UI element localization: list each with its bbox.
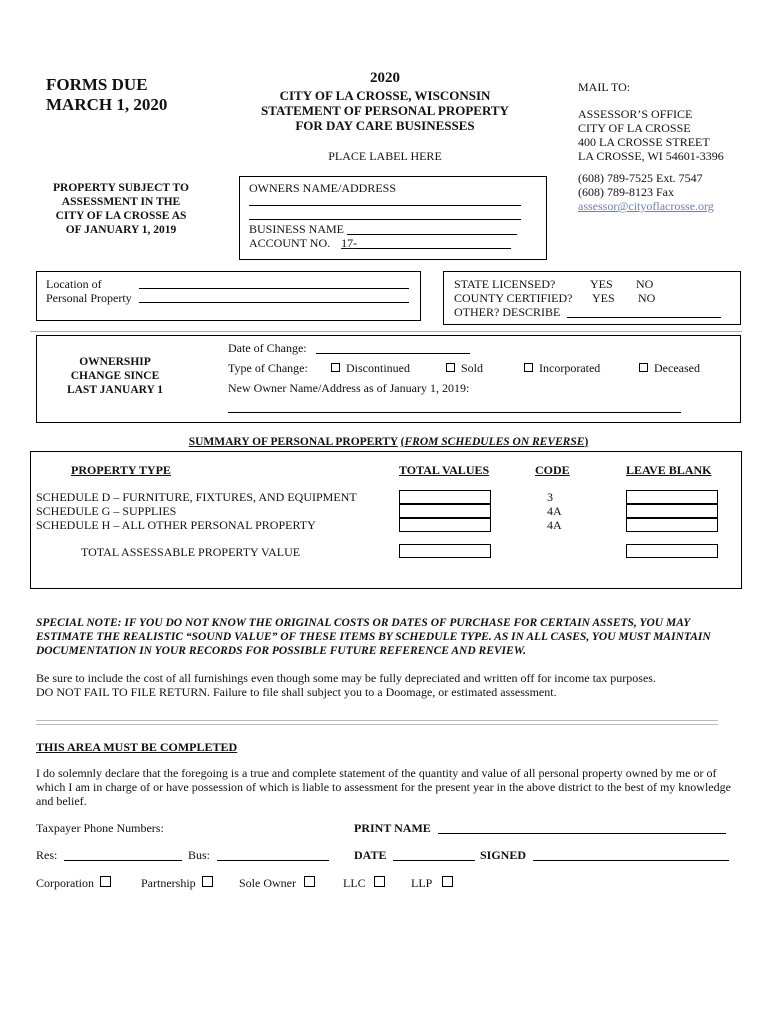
- fail-note: DO NOT FAIL TO FILE RETURN. Failure to file shall subject you to a Doomage, or estimated assessment.: [36, 685, 557, 699]
- ownership-title3: LAST JANUARY 1: [66, 384, 164, 396]
- place-label-text: PLACE LABEL HERE: [328, 149, 442, 163]
- deceased-checkbox[interactable]: [639, 363, 648, 372]
- statement-title: STATEMENT OF PERSONAL PROPERTY: [261, 103, 509, 118]
- mail-line3: 400 LA CROSSE STREET: [578, 135, 710, 149]
- entity-llp[interactable]: [411, 876, 459, 890]
- ownership-change-title: [40, 355, 190, 397]
- total-leave-blank: [626, 544, 718, 558]
- form-title: [235, 88, 535, 133]
- business-name-row: [249, 222, 517, 236]
- schedule-h-leave-blank: [626, 518, 718, 532]
- mail-fax: (608) 789-8123 Fax: [578, 185, 674, 199]
- city-title: CITY OF LA CROSSE, WISCONSIN: [279, 88, 491, 103]
- schedule-d-label: SCHEDULE D – FURNITURE, FIXTURES, AND EQUIPMENT: [36, 490, 357, 504]
- account-field[interactable]: [357, 237, 511, 249]
- summary-title: SUMMARY OF PERSONAL PROPERTY (FROM SCHEDULES ON REVERSE): [188, 436, 589, 448]
- type-of-change-row: [228, 361, 308, 375]
- header-property-type: PROPERTY TYPE: [71, 463, 171, 477]
- business-name-label: BUSINESS NAME: [249, 222, 345, 236]
- location-label2: Personal Property: [46, 291, 132, 305]
- business-type-title: FOR DAY CARE BUSINESSES: [295, 118, 475, 133]
- subject-line1: PROPERTY SUBJECT TO: [53, 182, 189, 194]
- subject-line4: OF JANUARY 1, 2019: [65, 224, 177, 236]
- signed-row: [480, 848, 729, 862]
- sold-label: Sold: [461, 361, 484, 375]
- option-discontinued[interactable]: [331, 361, 410, 375]
- schedule-g-total-field[interactable]: [399, 504, 491, 518]
- ownership-title2: CHANGE SINCE: [70, 370, 160, 382]
- phones-label: Taxpayer Phone Numbers:: [36, 821, 164, 835]
- email-link[interactable]: assessor@cityoflacrosse.org: [578, 199, 714, 213]
- header-total-values: TOTAL VALUES: [399, 463, 490, 477]
- llp-label: LLP: [411, 876, 433, 890]
- total-assessable-field[interactable]: [399, 544, 491, 558]
- schedule-d-total-field[interactable]: [399, 490, 491, 504]
- location-field2[interactable]: [139, 302, 409, 303]
- county-certified-label: COUNTY CERTIFIED?: [454, 291, 573, 305]
- subject-line3: CITY OF LA CROSSE AS: [55, 210, 187, 222]
- discontinued-checkbox[interactable]: [331, 363, 340, 372]
- schedule-h-label: SCHEDULE H – ALL OTHER PERSONAL PROPERTY: [36, 518, 316, 532]
- county-no[interactable]: NO: [638, 291, 656, 305]
- entity-llc[interactable]: [343, 876, 391, 890]
- summary-title-text: SUMMARY OF PERSONAL PROPERTY: [188, 436, 398, 448]
- section-divider: [30, 331, 742, 332]
- date-of-change-label: Date of Change:: [228, 341, 307, 355]
- location-label1: Location of: [46, 277, 102, 291]
- owners-name-label: OWNERS NAME/ADDRESS: [249, 181, 397, 195]
- schedule-d-code: 3: [547, 490, 553, 504]
- state-yes[interactable]: YES: [590, 277, 613, 291]
- account-label: ACCOUNT NO.: [249, 236, 331, 250]
- include-note: Be sure to include the cost of all furnishings even though some may be fully depreciated and written off for income tax purposes.: [36, 671, 656, 685]
- account-prefix: 17-: [341, 236, 358, 250]
- owners-address-line1[interactable]: [249, 205, 521, 206]
- mail-phone: (608) 789-7525 Ext. 7547: [578, 171, 703, 185]
- forms-due-title: [46, 75, 167, 115]
- county-certified-row: [454, 291, 656, 305]
- date-of-change-row: [228, 341, 470, 355]
- date-label: DATE: [354, 848, 387, 862]
- header-leave-blank: LEAVE BLANK: [626, 463, 712, 477]
- ownership-title1: OWNERSHIP: [79, 356, 151, 368]
- sole-owner-label: Sole Owner: [239, 876, 296, 890]
- date-field[interactable]: [393, 849, 475, 861]
- bus-phone-row: [188, 848, 329, 862]
- discontinued-label: Discontinued: [346, 361, 410, 375]
- mail-line2: CITY OF LA CROSSE: [578, 121, 691, 135]
- option-sold[interactable]: [446, 361, 483, 375]
- llc-checkbox[interactable]: [374, 876, 385, 887]
- other-describe-row: [454, 305, 721, 319]
- deceased-label: Deceased: [654, 361, 700, 375]
- special-note-text: SPECIAL NOTE: IF YOU DO NOT KNOW THE ORIGINAL COSTS OR DATES OF PURCHASE FOR CERTAIN ASSETS, YOU MAY ESTIMATE THE REALISTIC “SOUND VALUE” OF THESE ITEMS BY SCHEDULE TYPE. AS IN ALL CASES, YOU MUST MAINTAIN DOCUMENTATION IN YOUR RECORDS FOR POSSIBLE FUTURE REFERENCE AND REVIEW: [36, 617, 711, 657]
- schedule-d-leave-blank: [626, 490, 718, 504]
- res-label: Res:: [36, 848, 58, 862]
- print-name-row: [354, 821, 726, 835]
- new-owner-label: New Owner Name/Address as of January 1, 2019:: [228, 381, 470, 395]
- year-title: 2020: [370, 70, 400, 86]
- bus-phone-field[interactable]: [217, 849, 329, 861]
- res-phone-row: [36, 848, 182, 862]
- entity-partnership[interactable]: [141, 876, 219, 890]
- sold-checkbox[interactable]: [446, 363, 455, 372]
- mail-to-label: MAIL TO:: [578, 80, 631, 94]
- state-licensed-row: [454, 277, 654, 291]
- declaration-text: I do solemnly declare that the foregoing is a true and complete statement of the quantity and value of all personal property owned by me or of which I am in charge of or have possession of which is liable to assessment for the present year in the above district to the best of my knowledge and belief.: [36, 766, 731, 808]
- option-deceased[interactable]: [639, 361, 700, 375]
- account-row: [249, 236, 511, 250]
- llp-checkbox[interactable]: [442, 876, 453, 887]
- schedule-g-leave-blank: [626, 504, 718, 518]
- type-of-change-label: Type of Change:: [228, 361, 308, 375]
- print-name-label: PRINT NAME: [354, 821, 431, 835]
- due-date: MARCH 1, 2020: [46, 95, 168, 114]
- entity-corporation[interactable]: [36, 876, 117, 890]
- total-assessable-label: TOTAL ASSESSABLE PROPERTY VALUE: [81, 545, 301, 559]
- business-name-field[interactable]: [347, 223, 517, 235]
- entity-sole-owner[interactable]: [239, 876, 321, 890]
- new-owner-field[interactable]: [228, 412, 681, 413]
- signed-label: SIGNED: [480, 848, 527, 862]
- incorporated-checkbox[interactable]: [524, 363, 533, 372]
- special-note: SPECIAL NOTE: IF YOU DO NOT KNOW THE ORIGINAL COSTS OR DATES OF PURCHASE FOR CERTAIN ASSETS, YOU MAY ESTIMATE THE REALISTIC “SOUND VALUE” OF THESE ITEMS BY SCHEDULE TYPE. AS IN ALL CASES, YOU MUST MAINTAIN DOCUMENTATION IN YOUR RECORDS FOR POSSIBLE FUTURE REFERENCE AND REVIEW.: [36, 617, 711, 657]
- corporation-checkbox[interactable]: [100, 876, 111, 887]
- print-name-field[interactable]: [438, 822, 726, 834]
- state-no[interactable]: NO: [636, 277, 654, 291]
- county-yes[interactable]: YES: [592, 291, 615, 305]
- schedule-g-code: 4A: [547, 504, 562, 518]
- owners-address-line2[interactable]: [249, 219, 521, 220]
- date-of-change-field[interactable]: [316, 342, 470, 354]
- state-licensed-label: STATE LICENSED?: [454, 277, 556, 291]
- res-phone-field[interactable]: [64, 849, 182, 861]
- signed-field[interactable]: [533, 849, 729, 861]
- forms-due-label: FORMS DUE: [46, 75, 148, 94]
- incorporated-label: Incorporated: [539, 361, 601, 375]
- header-code: CODE: [535, 463, 570, 477]
- sole-owner-checkbox[interactable]: [304, 876, 315, 887]
- option-incorporated[interactable]: [524, 361, 600, 375]
- subject-line2: ASSESSMENT IN THE: [61, 196, 181, 208]
- schedule-g-label: SCHEDULE G – SUPPLIES: [36, 504, 177, 518]
- mail-line1: ASSESSOR’S OFFICE: [578, 107, 693, 121]
- llc-label: LLC: [343, 876, 366, 890]
- partnership-checkbox[interactable]: [202, 876, 213, 887]
- mail-to-block: [578, 80, 724, 213]
- summary-title-note: FROM SCHEDULES ON REVERSE: [404, 436, 585, 448]
- corporation-label: Corporation: [36, 876, 94, 890]
- schedule-h-code: 4A: [547, 518, 562, 532]
- schedule-h-total-field[interactable]: [399, 518, 491, 532]
- double-rule: [36, 720, 718, 725]
- other-describe-field[interactable]: [567, 306, 721, 318]
- other-describe-label: OTHER? DESCRIBE: [454, 305, 561, 319]
- property-subject-text: [36, 181, 206, 237]
- declaration-title: THIS AREA MUST BE COMPLETED: [36, 740, 238, 754]
- location-field1[interactable]: [139, 288, 409, 289]
- bus-label: Bus:: [188, 848, 211, 862]
- partnership-label: Partnership: [141, 876, 196, 890]
- mail-line4: LA CROSSE, WI 54601-3396: [578, 149, 724, 163]
- date-row: [354, 848, 475, 862]
